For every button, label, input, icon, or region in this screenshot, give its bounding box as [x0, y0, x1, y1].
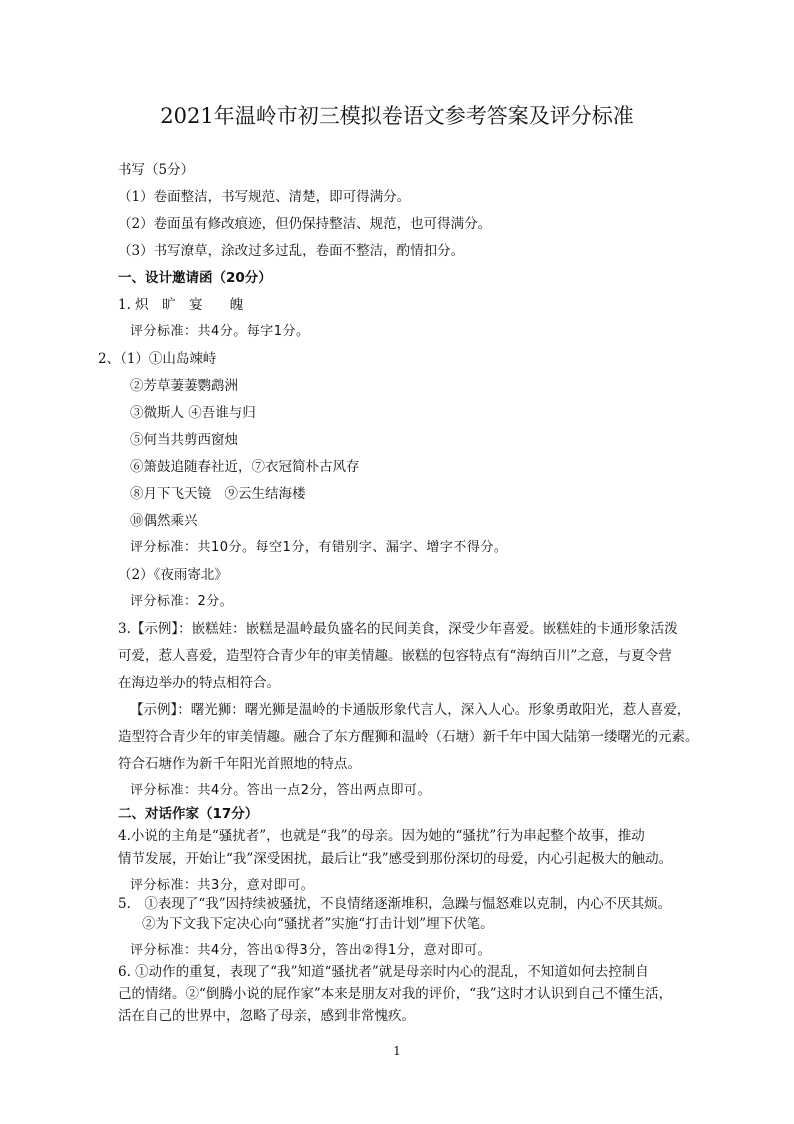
q2-item: ③微斯人 ④吾谁与归 [130, 405, 256, 421]
q6-line-1: 6. ①动作的重复，表现了“我”知道“骚扰者”就是母亲时内心的混乱，不知道如何去控制自 [118, 964, 649, 980]
writing-item-2: （2）卷面虽有修改痕迹，但仍保持整洁、规范，也可得满分。 [118, 216, 492, 232]
writing-heading: 书写（5分） [118, 162, 195, 178]
q5-line-2: ②为下文我下定决心向“骚扰者”实施“打击计划”埋下伏笔。 [142, 916, 494, 932]
q6-line-2: 己的情绪。②“倒腾小说的屁作家”本来是朋友对我的评价，“我”这时才认识到自己不懂生活， [118, 986, 673, 1002]
document-title: 2021年温岭市初三模拟卷语文参考答案及评分标准 [160, 104, 634, 128]
q2-lead: 2、（1）①山岛竦峙 [98, 351, 217, 367]
q3-example-1-line-1: 3.【示例】：嵌糕娃：嵌糕是温岭最负盛名的民间美食，深受少年喜爱。嵌糕娃的卡通形象活泼 [118, 621, 678, 637]
q5-score: 评分标准：共4分，答出①得3分，答出②得1分，意对即可。 [130, 943, 492, 958]
section-2-heading: 二、对话作家（17分） [118, 806, 259, 822]
writing-item-1: （1）卷面整洁，书写规范、清楚，即可得满分。 [118, 189, 411, 205]
q6-line-3: 活在自己的世界中，忽略了母亲，感到非常愧疚。 [118, 1008, 415, 1024]
q3-example-2-line-1: 【示例】：曙光狮：曙光狮是温岭的卡通版形象代言人，深入人心。形象勇敢阳光，惹人喜爱， [130, 702, 691, 718]
q3-example-1-line-3: 在海边举办的特点相符合。 [118, 675, 280, 691]
q2-item: ②芳草萋萋鹦鹉洲 [130, 378, 238, 394]
q2-part-2: （2）《夜雨寄北》 [118, 567, 228, 583]
q3-score: 评分标准：共4分。答出一点2分，答出两点即可。 [130, 783, 432, 798]
q3-example-2-line-3: 符合石塘作为新千年阳光首照地的特点。 [118, 756, 361, 772]
q1-score: 评分标准：共4分。每字1分。 [130, 324, 310, 339]
q2-item: ⑧月下飞天镜 ⑨云生结海楼 [130, 486, 306, 502]
q2-item: ⑩偶然乘兴 [130, 513, 198, 529]
q2-score-2: 评分标准：2分。 [130, 594, 234, 609]
section-1-heading: 一、设计邀请函（20分） [118, 270, 272, 286]
q1-answer: 1. 炽 旷 宴 魄 [118, 297, 244, 313]
writing-item-3: （3）书写潦草，涂改过多过乱，卷面不整洁，酌情扣分。 [118, 243, 465, 259]
q2-item: ⑥箫鼓追随春社近，⑦衣冠简朴古风存 [130, 459, 360, 475]
q4-line-2: 情节发展，开始让“我”深受困扰，最后让“我”感受到那份深切的母爱，内心引起极大的触动。 [118, 851, 673, 867]
q2-item: ⑤何当共剪西窗烛 [130, 432, 238, 448]
q3-example-2-line-2: 造型符合青少年的审美情趣。融合了东方醒狮和温岭（石塘）新千年中国大陆第一缕曙光的元素。 [118, 729, 699, 745]
q4-line-1: 4.小说的主角是“骚扰者”，也就是“我”的母亲。因为她的“骚扰”行为串起整个故事，推动 [118, 828, 645, 844]
q5-line-1: 5. ①表现了“我”因持续被骚扰，不良情绪逐渐堆积，急躁与愠怒难以克制，内心不厌其烦。 [118, 896, 672, 912]
q3-example-1-line-2: 可爱，惹人喜爱，造型符合青少年的审美情趣。嵌糕的包容特点有“海纳百川”之意，与夏令营 [118, 648, 672, 664]
page-number: 1 [393, 1044, 401, 1058]
q2-score-1: 评分标准：共10分。每空1分，有错别字、漏字、增字不得分。 [130, 540, 508, 555]
q4-score: 评分标准：共3分，意对即可。 [130, 878, 315, 893]
